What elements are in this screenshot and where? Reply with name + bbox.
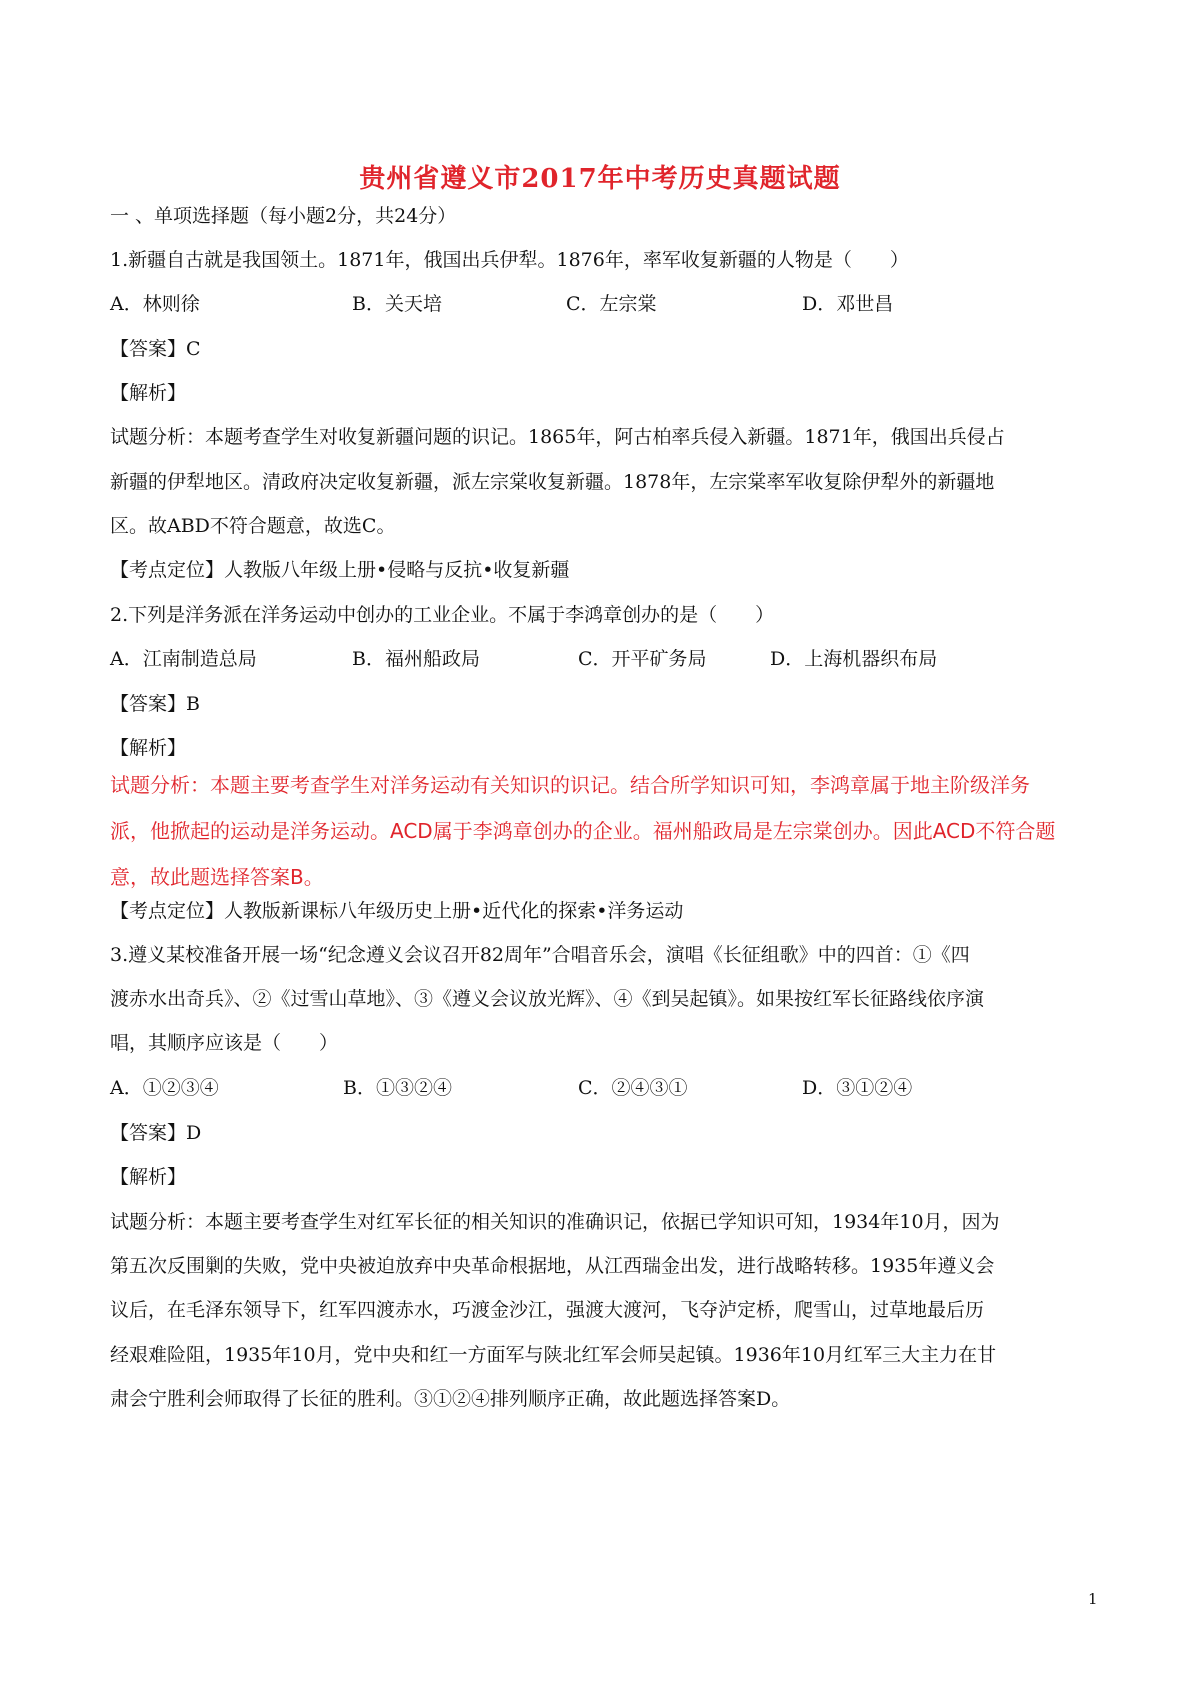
q1-analysis-line: 试题分析：本题考查学生对收复新疆问题的识记。1865年，阿古柏率兵侵入新疆。1871年，俄国出兵侵占 bbox=[110, 426, 1005, 448]
q1-analysis-line: 区。故ABD不符合题意，故选C。 bbox=[110, 515, 396, 537]
page-title: 贵州省遵义市2017年中考历史真题试题 bbox=[359, 164, 841, 194]
q3-analysis-line: 试题分析：本题主要考查学生对红军长征的相关知识的准确识记，依据已学知识可知，1934年10月，因为 bbox=[110, 1211, 1000, 1233]
q2-answer: 【答案】B bbox=[110, 693, 200, 715]
q2-point: 【考点定位】人教版新课标八年级历史上册•近代化的探索•洋务运动 bbox=[110, 900, 684, 922]
q3-option-c: C．②④③① bbox=[578, 1077, 688, 1099]
q3-option-b: B．①③②④ bbox=[343, 1077, 452, 1099]
q1-answer: 【答案】C bbox=[110, 338, 201, 360]
q2-analysis-line: 派，他掀起的运动是洋务运动。ACD属于李鸿章创办的企业。福州船政局是左宗棠创办。因此ACD不符合题 bbox=[110, 819, 1056, 843]
q2-option-c: C．开平矿务局 bbox=[578, 648, 707, 670]
q3-stem-line: 3.遵义某校准备开展一场“纪念遵义会议召开82周年”合唱音乐会，演唱《长征组歌》中的四首：①《四 bbox=[110, 944, 970, 966]
q1-option-b: B．关天培 bbox=[352, 293, 442, 315]
q1-stem: 1.新疆自古就是我国领土。1871年，俄国出兵伊犁。1876年，率军收复新疆的人物是（ ） bbox=[110, 249, 909, 271]
q1-analysis-label: 【解析】 bbox=[110, 382, 187, 404]
q3-analysis-line: 第五次反围剿的失败，党中央被迫放弃中央革命根据地，从江西瑞金出发，进行战略转移。1935年遵义会 bbox=[110, 1255, 995, 1277]
q2-option-a: A．江南制造总局 bbox=[110, 648, 257, 670]
q1-analysis-line: 新疆的伊犁地区。清政府决定收复新疆，派左宗棠收复新疆。1878年，左宗棠率军收复除伊犁外的新疆地 bbox=[110, 471, 995, 493]
page-number: 1 bbox=[1088, 1590, 1098, 1608]
q3-option-d: D．③①②④ bbox=[802, 1077, 913, 1099]
q3-analysis-label: 【解析】 bbox=[110, 1166, 187, 1188]
q2-analysis-line: 试题分析：本题主要考查学生对洋务运动有关知识的识记。结合所学知识可知，李鸿章属于地主阶级洋务 bbox=[110, 773, 1030, 797]
q3-analysis-line: 肃会宁胜利会师取得了长征的胜利。③①②④排列顺序正确，故此题选择答案D。 bbox=[110, 1388, 791, 1410]
q3-stem-line: 唱，其顺序应该是（ ） bbox=[110, 1032, 339, 1054]
q2-option-d: D．上海机器织布局 bbox=[770, 648, 938, 670]
q1-point: 【考点定位】人教版八年级上册•侵略与反抗•收复新疆 bbox=[110, 559, 570, 581]
q1-option-a: A．林则徐 bbox=[110, 293, 200, 315]
q1-option-d: D．邓世昌 bbox=[802, 293, 894, 315]
q3-stem-line: 渡赤水出奇兵》、②《过雪山草地》、③《遵义会议放光辉》、④《到吴起镇》。如果按红军长征路线依序演 bbox=[110, 988, 985, 1010]
section-heading: 一 、单项选择题（每小题2分，共24分） bbox=[110, 205, 457, 227]
q3-answer: 【答案】D bbox=[110, 1122, 202, 1144]
q3-analysis-line: 议后，在毛泽东领导下，红军四渡赤水，巧渡金沙江，强渡大渡河，飞夺泸定桥，爬雪山，过草地最后历 bbox=[110, 1299, 985, 1321]
q2-analysis-line: 意，故此题选择答案B。 bbox=[110, 865, 324, 889]
q2-stem: 2.下列是洋务派在洋务运动中创办的工业企业。不属于李鸿章创办的是（ ） bbox=[110, 604, 775, 626]
q1-option-c: C．左宗棠 bbox=[566, 293, 657, 315]
q3-analysis-line: 经艰难险阻，1935年10月，党中央和红一方面军与陕北红军会师吴起镇。1936年10月红军三大主力在甘 bbox=[110, 1344, 997, 1366]
q3-option-a: A．①②③④ bbox=[110, 1077, 219, 1099]
q2-option-b: B．福州船政局 bbox=[352, 648, 480, 670]
q2-analysis-label: 【解析】 bbox=[110, 737, 187, 759]
